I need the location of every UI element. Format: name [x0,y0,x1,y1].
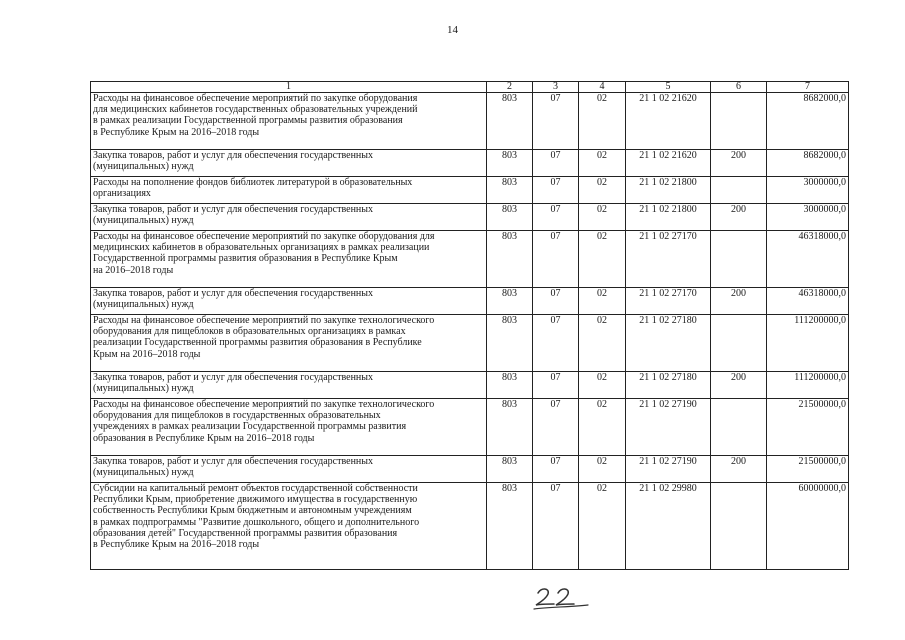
code-csr: 21 1 02 27180 [626,372,711,399]
page-number: 14 [447,24,458,36]
code-rz: 07 [533,231,579,288]
table-row [91,204,849,231]
expense-description: Закупка товаров, работ и услуг для обеспечения государственных (муниципальных) нужд [91,288,487,315]
table-row [91,399,849,456]
amount: 3000000,0 [767,177,849,204]
code-vr: 200 [711,288,767,315]
code-rz: 07 [533,315,579,372]
table-row [91,315,849,372]
code-ved: 803 [487,288,533,315]
table-row [91,483,849,570]
code-pr: 02 [579,483,626,570]
code-csr: 21 1 02 21800 [626,177,711,204]
code-rz: 07 [533,372,579,399]
code-vr [711,315,767,372]
code-vr: 200 [711,150,767,177]
code-rz: 07 [533,483,579,570]
header-cell: 3 [533,82,579,93]
code-vr: 200 [711,456,767,483]
code-pr: 02 [579,177,626,204]
code-csr: 21 1 02 21620 [626,93,711,150]
code-ved: 803 [487,372,533,399]
code-pr: 02 [579,288,626,315]
table-row [91,93,849,150]
code-ved: 803 [487,204,533,231]
amount: 60000000,0 [767,483,849,570]
code-csr: 21 1 02 21800 [626,204,711,231]
expense-description: Закупка товаров, работ и услуг для обеспечения государственных (муниципальных) нужд [91,372,487,399]
code-pr: 02 [579,93,626,150]
amount: 21500000,0 [767,399,849,456]
code-pr: 02 [579,456,626,483]
code-rz: 07 [533,150,579,177]
code-csr: 21 1 02 27170 [626,288,711,315]
header-cell: 4 [579,82,626,93]
amount: 46318000,0 [767,231,849,288]
table-row [91,372,849,399]
table-row [91,456,849,483]
amount: 3000000,0 [767,204,849,231]
code-rz: 07 [533,93,579,150]
code-ved: 803 [487,456,533,483]
budget-table [90,81,849,570]
code-csr: 21 1 02 27190 [626,399,711,456]
table-row [91,231,849,288]
code-vr [711,177,767,204]
code-pr: 02 [579,204,626,231]
code-pr: 02 [579,372,626,399]
code-csr: 21 1 02 27190 [626,456,711,483]
code-vr [711,231,767,288]
amount: 46318000,0 [767,288,849,315]
header-cell: 7 [767,82,849,93]
code-rz: 07 [533,456,579,483]
expense-description: Расходы на финансовое обеспечение мероприятий по закупке оборудования для медицинских кабинетов в образовательных организациях в рамках реализации Государственной программы развития образования в Республике Крым на 2016–2018 годы [91,231,487,288]
header-cell: 6 [711,82,767,93]
code-ved: 803 [487,93,533,150]
code-ved: 803 [487,177,533,204]
expense-description: Закупка товаров, работ и услуг для обеспечения государственных (муниципальных) нужд [91,150,487,177]
code-rz: 07 [533,177,579,204]
code-ved: 803 [487,315,533,372]
table-row [91,150,849,177]
expense-description: Закупка товаров, работ и услуг для обеспечения государственных (муниципальных) нужд [91,456,487,483]
code-vr [711,93,767,150]
code-pr: 02 [579,399,626,456]
code-vr: 200 [711,372,767,399]
header-cell: 2 [487,82,533,93]
code-vr [711,483,767,570]
code-csr: 21 1 02 29980 [626,483,711,570]
header-row [91,82,849,93]
code-ved: 803 [487,150,533,177]
expense-description: Закупка товаров, работ и услуг для обеспечения государственных (муниципальных) нужд [91,204,487,231]
code-rz: 07 [533,204,579,231]
code-ved: 803 [487,231,533,288]
code-csr: 21 1 02 27180 [626,315,711,372]
code-rz: 07 [533,288,579,315]
code-pr: 02 [579,150,626,177]
table-row [91,288,849,315]
code-csr: 21 1 02 21620 [626,150,711,177]
amount: 21500000,0 [767,456,849,483]
amount: 111200000,0 [767,315,849,372]
expense-description: Расходы на финансовое обеспечение мероприятий по закупке оборудования для медицинских кабинетов государственных образовательных учреждений в рамках реализации Государственной программы развития образования в Республике Крым на 2016–2018 годы [91,93,487,150]
code-csr: 21 1 02 27170 [626,231,711,288]
amount: 111200000,0 [767,372,849,399]
expense-description: Расходы на пополнение фондов библиотек литературой в образовательных организациях [91,177,487,204]
code-vr: 200 [711,204,767,231]
code-pr: 02 [579,315,626,372]
code-rz: 07 [533,399,579,456]
expense-description: Субсидии на капитальный ремонт объектов государственной собственности Республики Крым, приобретение движимого имущества в государственную собственность Республики Крым бюджетным и автономным учреждениям в рамках подпрограммы "Развитие дошкольного, общего и дополнительного образования детей" Государственной программы развития образования в Республике Крым на 2016–2018 годы [91,483,487,570]
expense-description: Расходы на финансовое обеспечение мероприятий по закупке технологического оборудования для пищеблоков в государственных образовательных учреждениях в рамках реализации Государственной программы развития образования в Республике Крым на 2016–2018 годы [91,399,487,456]
amount: 8682000,0 [767,150,849,177]
code-ved: 803 [487,399,533,456]
table-row [91,177,849,204]
expense-description: Расходы на финансовое обеспечение мероприятий по закупке технологического оборудования для пищеблоков в образовательных организациях в рамках реализации Государственной программы развития образования в Республике Крым на 2016–2018 годы [91,315,487,372]
code-ved: 803 [487,483,533,570]
code-vr [711,399,767,456]
code-pr: 02 [579,231,626,288]
handwritten-page-number [532,582,592,612]
header-cell: 5 [626,82,711,93]
header-cell: 1 [91,82,487,93]
amount: 8682000,0 [767,93,849,150]
